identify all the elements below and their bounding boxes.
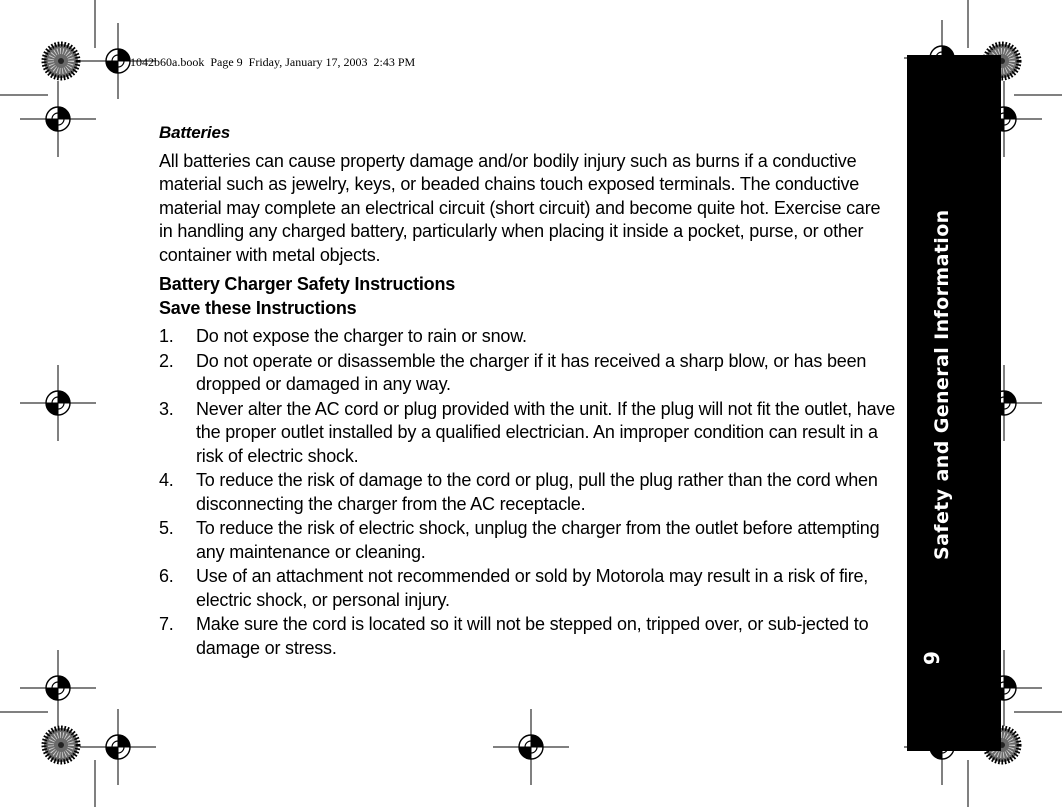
list-item-text: Never alter the AC cord or plug provided with the unit. If the plug will not fit the outlet, have the proper outlet installed by a qualified electrician. An improper condition can result in a risk of electric shock. [196,398,896,466]
charger-safety-heading: Battery Charger Safety Instructions [159,274,456,294]
print-header: 1042b60a.book Page 9 Friday, January 17, 2003 2:43 PM [130,55,416,69]
list-item [159,350,895,397]
crosshair-bottom-center [493,709,569,785]
list-item [159,565,895,612]
batteries-body: All batteries can cause property damage and/or bodily injury such as burns if a conductive material such as jewelry, keys, or beaded chains touch exposed terminals. The conductive material may complete an electrical circuit (short circuit) and become quite hot. Exercise care in handling any charged battery, particularly when placing it inside a pocket, purse, or other container with metal objects. [159,150,881,265]
list-item-text: Make sure the cord is located so it will not be stepped on, tripped over, or sub-jected to damage or stress. [196,614,869,658]
crosshair-bottom-left [80,709,156,785]
list-item-number: 5. [159,518,174,538]
list-item-number: 7. [159,614,174,634]
list-item-text: Do not expose the charger to rain or snow. [196,326,527,346]
star-target-bottom-left [44,728,78,762]
list-item [159,517,895,564]
save-instructions-heading: Save these Instructions [159,297,357,318]
page-content [159,121,895,661]
crosshair-left-upper [20,81,96,157]
charger-instructions-list [159,325,895,660]
list-item [159,325,895,349]
list-item-number: 1. [159,326,174,346]
list-item-number: 6. [159,566,174,586]
list-item-text: Use of an attachment not recommended or sold by Motorola may result in a risk of fire, electric shock, or personal injury. [196,566,869,610]
side-tab-title: Safety and General Information [931,209,953,560]
list-item-text: Do not operate or disassemble the charger if it has received a sharp blow, or has been dropped or damaged in any way. [196,350,867,394]
list-item-text: To reduce the risk of electric shock, unplug the charger from the outlet before attempting any maintenance or cleaning. [196,518,880,562]
list-item-text: To reduce the risk of damage to the cord or plug, pull the plug rather than the cord when disconnecting the charger from the AC receptacle. [196,470,878,514]
crosshair-left-middle [20,365,96,441]
crosshair-left-lower [20,650,96,726]
page-number: 9 [920,651,944,665]
batteries-title: Batteries [159,123,230,142]
list-item [159,613,895,660]
list-item [159,398,895,469]
list-item-number: 4. [159,470,174,490]
list-item-number: 2. [159,350,174,371]
list-item [159,469,895,516]
list-item-number: 3. [159,398,174,419]
star-target-top-left [44,44,78,78]
